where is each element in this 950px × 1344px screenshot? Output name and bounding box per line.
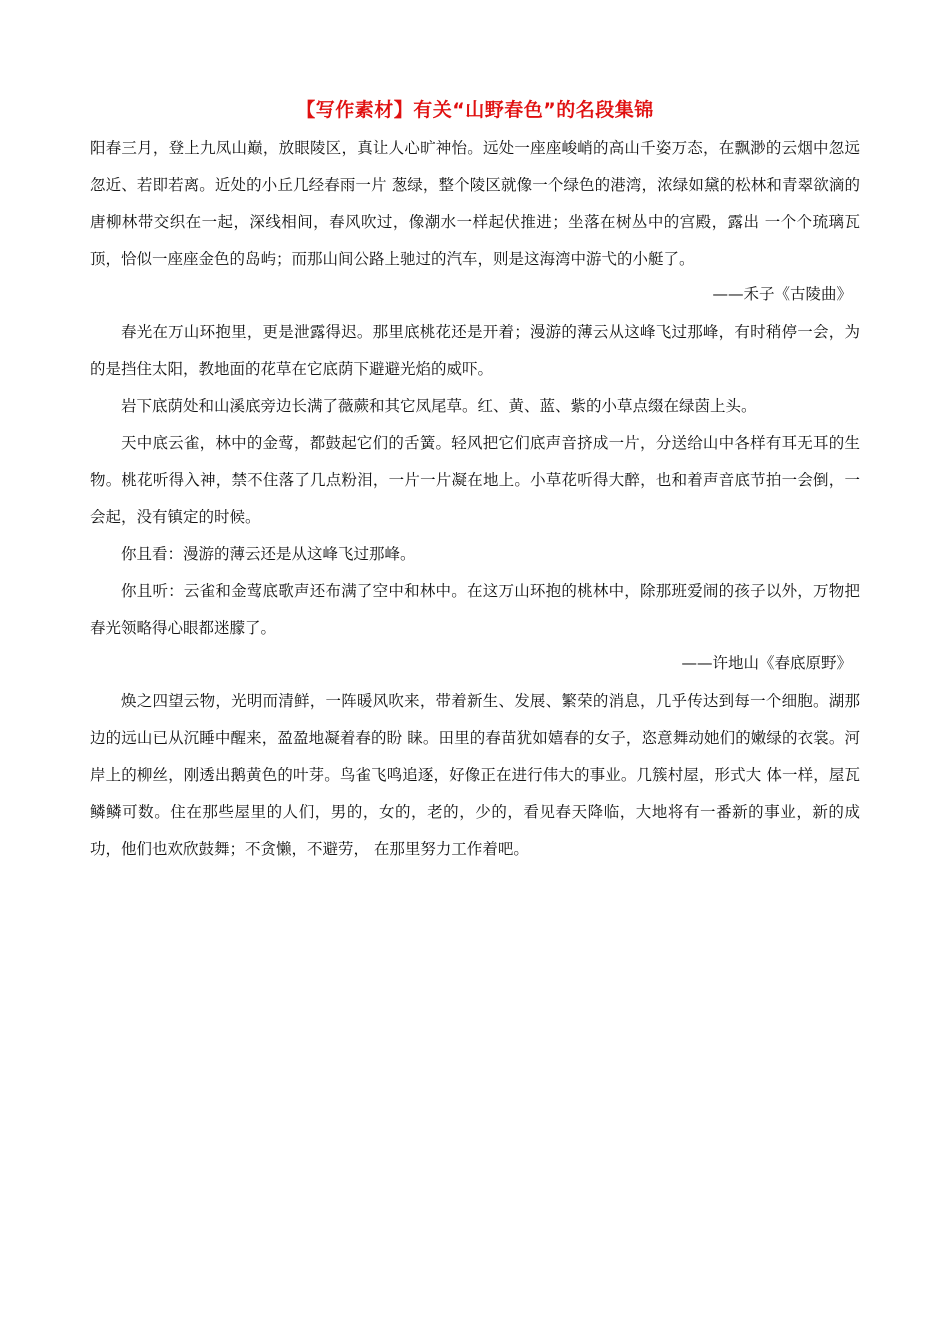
paragraph-yunque: 天中底云雀，林中的金莺，都鼓起它们的舌簧。轻风把它们底声音挤成一片，分送给山中各样有耳无耳的生物。桃花听得入神，禁不住落了几点粉泪，一片一片凝在地上。小草花听得大醉，也和着声音底节拍一会倒，一会起，没有镇定的时候。	[90, 434, 860, 526]
paragraph-gulingqu: 阳春三月，登上九凤山巅，放眼陵区，真让人心旷神怡。远处一座座峻峭的高山千姿万态，在飘渺的云烟中忽远忽近、若即若离。近处的小丘几经春雨一片 葱绿，整个陵区就像一个绿色的港湾，浓绿如黛的松林和青翠欲滴的唐柳林带交织在一起，深线相间，春风吹过，像潮水一样起伏推进；坐落在树丛中的宫殿，露出 一个个琉璃瓦顶，恰似一座座金色的岛屿；而那山间公路上驰过的汽车，则是这海湾中游弋的小艇了。	[90, 139, 860, 268]
attribution-gulingqu: ——禾子《古陵曲》	[712, 285, 852, 303]
paragraph-nieqiekan: 你且看：漫游的薄云还是从这峰飞过那峰。	[121, 545, 416, 563]
paragraph-yanxia: 岩下底荫处和山溪底旁边长满了薇蕨和其它凤尾草。红、黄、蓝、紫的小草点缀在绿茵上头。	[121, 397, 757, 415]
paragraph-huanzhi: 焕之四望云物，光明而清鲜，一阵暖风吹来，带着新生、发展、繁荣的消息，几乎传达到每一个细胞。湖那边的远山已从沉睡中醒来，盈盈地凝着春的盼 睐。田里的春苗犹如嬉春的女子，恣意舞动她们的嫩绿的衣裳。河岸上的柳丝，刚透出鹅黄色的叶芽。鸟雀飞鸣追逐，好像正在进行伟大的事业。几簇村屋，形式大 体一样，屋瓦鳞鳞可数。住在那些屋里的人们，男的，女的，老的，少的，看见春天降临，大地将有一番新的事业，新的成功，他们也欢欣鼓舞；不贪懒，不避劳， 在那里努力工作着吧。	[90, 692, 860, 858]
document-title: 【写作素材】有关“山野春色”的名段集锦	[296, 99, 654, 121]
paragraph-chunguang: 春光在万山环抱里，更是泄露得迟。那里底桃花还是开着；漫游的薄云从这峰飞过那峰，有时稍停一会，为的是挡住太阳，教地面的花草在它底荫下避避光焰的威吓。	[90, 323, 860, 378]
document-page	[90, 96, 860, 868]
paragraph-nieqieting: 你且听：云雀和金莺底歌声还布满了空中和林中。在这万山环抱的桃林中，除那班爱闹的孩子以外，万物把春光领略得心眼都迷朦了。	[90, 582, 860, 637]
attribution-chundiyuanye: ——许地山《春底原野》	[681, 654, 852, 672]
